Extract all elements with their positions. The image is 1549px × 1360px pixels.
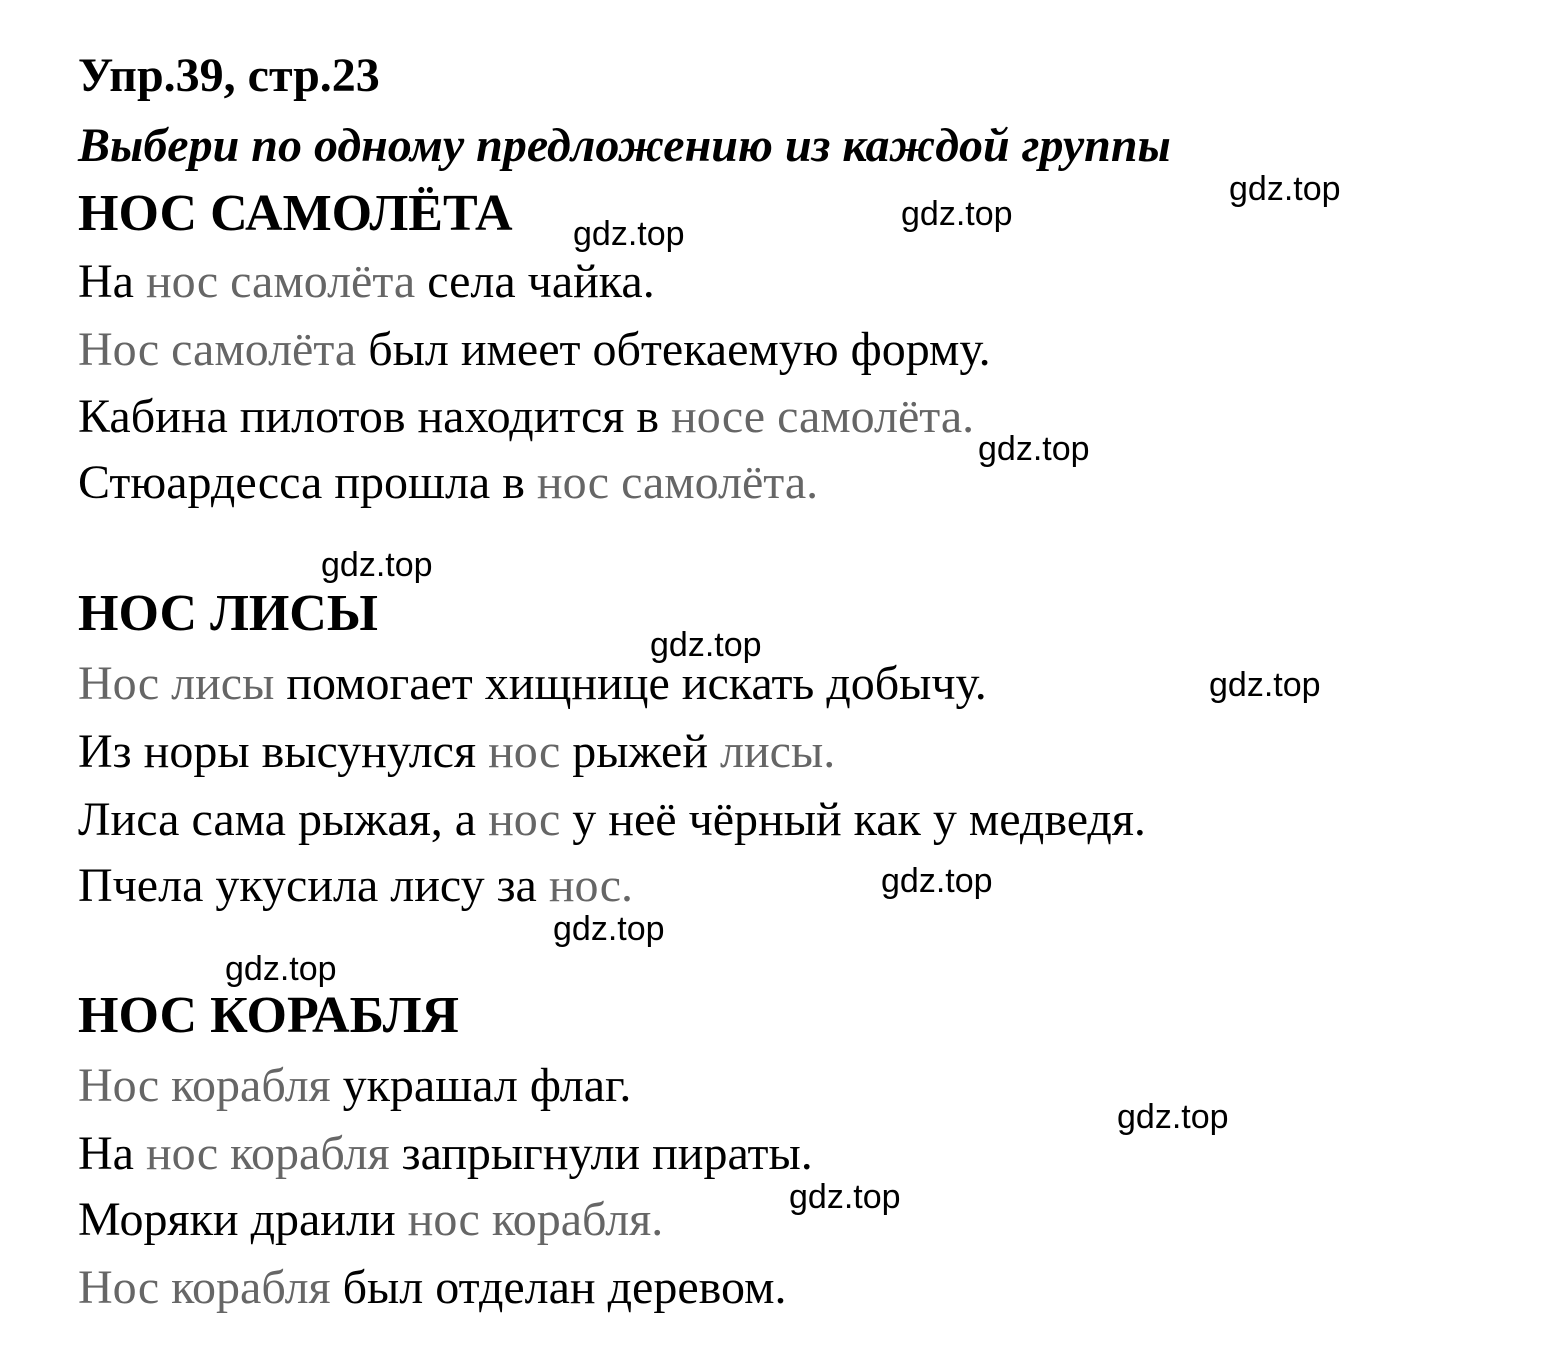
group-heading-ship: НОС КОРАБЛЯ [78, 987, 459, 1044]
highlighted-phrase: Нос лисы [78, 657, 275, 710]
sentence-text: На [78, 1127, 146, 1180]
sentence-text: Пчела укусила лису за [78, 859, 549, 912]
highlighted-phrase: Нос самолёта [78, 323, 357, 376]
sentence [78, 859, 634, 912]
sentence-text: был отделан деревом. [330, 1261, 787, 1314]
sentence [78, 1059, 632, 1112]
watermark: gdz.top [321, 546, 433, 584]
watermark: gdz.top [573, 215, 685, 253]
highlighted-phrase: нос самолёта [145, 255, 416, 308]
sentence [78, 1127, 813, 1180]
sentence-text: рыжей [560, 725, 721, 778]
sentence [78, 390, 975, 443]
sentence-text: Кабина пилотов находится в [78, 390, 671, 443]
sentence-text: помогает хищнице искать добычу. [274, 657, 987, 710]
sentence-text: Стюардесса прошла в [78, 456, 537, 509]
sentence [78, 255, 655, 308]
sentence-text: Лиса сама рыжая, а [78, 793, 489, 846]
group-heading-fox: НОС ЛИСЫ [78, 585, 378, 642]
sentence-text: села чайка. [415, 255, 655, 308]
highlighted-phrase: носе самолёта. [671, 390, 975, 443]
sentence-text: Из норы высунулся [78, 725, 489, 778]
sentence [78, 657, 987, 710]
highlighted-phrase: нос. [548, 859, 634, 912]
sentence [78, 456, 819, 509]
highlighted-phrase: нос [488, 793, 561, 846]
watermark: gdz.top [553, 910, 665, 948]
sentence-text: был имеет обтекаемую форму. [356, 323, 991, 376]
highlighted-phrase: нос корабля. [407, 1193, 664, 1246]
watermark: gdz.top [1229, 170, 1341, 208]
highlighted-phrase: лисы. [720, 725, 836, 778]
sentence-text: запрыгнули пираты. [389, 1127, 813, 1180]
sentence [78, 1261, 787, 1314]
sentence [78, 725, 836, 778]
watermark: gdz.top [225, 950, 337, 988]
highlighted-phrase: Нос корабля [78, 1261, 331, 1314]
sentence-text: На [78, 255, 146, 308]
watermark: gdz.top [978, 430, 1090, 468]
sentence [78, 1193, 664, 1246]
sentence [78, 323, 991, 376]
highlighted-phrase: нос корабля [145, 1127, 390, 1180]
sentence-text: Моряки драили [78, 1193, 408, 1246]
exercise-title: Упр.39, стр.23 [78, 49, 380, 102]
sentence-text: украшал флаг. [330, 1059, 632, 1112]
sentence [78, 793, 1146, 846]
watermark: gdz.top [650, 626, 762, 664]
watermark: gdz.top [1209, 666, 1321, 704]
watermark: gdz.top [881, 862, 993, 900]
group-heading-airplane: НОС САМОЛЁТА [78, 185, 513, 242]
highlighted-phrase: Нос корабля [78, 1059, 331, 1112]
watermark: gdz.top [901, 195, 1013, 233]
watermark: gdz.top [789, 1178, 901, 1216]
sentence-text: у неё чёрный как у медведя. [560, 793, 1146, 846]
exercise-instruction: Выбери по одному предложению из каждой группы [78, 119, 1171, 172]
highlighted-phrase: нос самолёта. [536, 456, 819, 509]
highlighted-phrase: нос [488, 725, 561, 778]
watermark: gdz.top [1117, 1098, 1229, 1136]
